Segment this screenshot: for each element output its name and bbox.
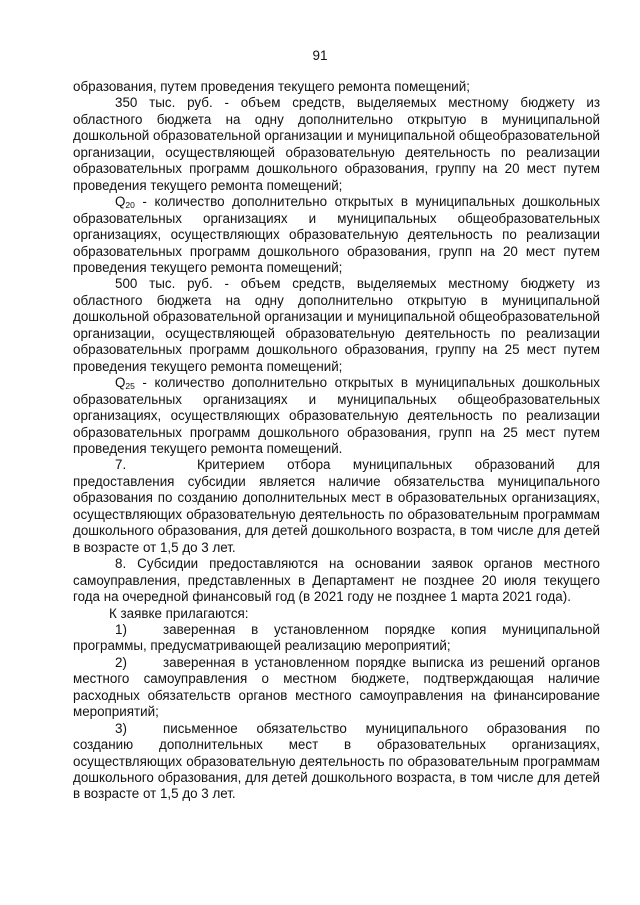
subitem-2-text: заверенная в установленном порядке выписка из решений органов местного самоуправления о местном бюджете, подтверждающая наличие расходных обязательств органов местного самоуправления на финансирование мероприятий;: [73, 654, 600, 720]
paragraph-subitem-1: [73, 622, 600, 655]
q20-definition-text: количество дополнительно открытых в муниципальных дошкольных образовательных организациях и муниципальных общеобразовательных организациях, осуществляющих образовательную деятельность по реализации образовательных программ дошкольного образования, групп на 20 мест путем проведения текущего ремонта помещений;: [73, 194, 601, 275]
q20-symbol: $Q_{20}$: [115, 194, 135, 211]
paragraph-350k-definition: 350 тыс. руб. - объем средств, выделяемых местному бюджету из областного бюджета на одну дополнительно открытую в муниципальной дошкольной образовательной организации и муниципальной общеобразовательной организации, осуществляющей образовательную деятельность по реализации образовательных программ дошкольного образования, группу на 20 мест путем проведения текущего ремонта помещений;: [73, 95, 600, 193]
q25-definition-text: количество дополнительно открытых в муниципальных дошкольных образовательных организациях и муниципальных общеобразовательных организациях, осуществляющих образовательную деятельность по реализации образовательных программ дошкольного образования, групп на 25 мест путем проведения текущего ремонта помещений.: [73, 375, 601, 456]
paragraph-item-7: [73, 457, 600, 556]
item-7-number: 7.: [115, 457, 127, 473]
paragraph-500k-definition: 500 тыс. руб. - объем средств, выделяемых местному бюджету из областного бюджета на одну дополнительно открытую в муниципальной дошкольной образовательной организации и муниципальной общеобразовательной организации, осуществляющей образовательную деятельность по реализации образовательных программ дошкольного образования, группу на 25 мест путем проведения текущего ремонта помещений;: [73, 276, 600, 374]
paragraph-subitem-3: [73, 721, 600, 803]
paragraph-q20-definition: $Q_{20}$ - количество дополнительно открытых в муниципальных дошкольных образовательных организациях и муниципальных общеобразовательных организациях, осуществляющих образовательную деятельность по реализации образовательных программ дошкольного образования, групп на 20 мест путем проведения текущего ремонта помещений;: [73, 194, 601, 275]
subitem-1-text: заверенная в установленном порядке копия муниципальной программы, предусматривающей реализацию мероприятий;: [73, 621, 600, 654]
paragraph-attachments-heading: К заявке прилагаются:: [109, 605, 249, 621]
paragraph-q25-definition: $Q_{25}$ - количество дополнительно открытых в муниципальных дошкольных образовательных организациях и муниципальных общеобразовательных организациях, осуществляющих образовательную деятельность по реализации образовательных программ дошкольного образования, групп на 25 мест путем проведения текущего ремонта помещений.: [73, 375, 601, 456]
page-number: 91: [312, 48, 328, 63]
paragraph-item-8: 8. Субсидии предоставляются на основании заявок органов местного самоуправления, представленных в Департамент не позднее 20 июля текущего года на очередной финансовый год (в 2021 году не позднее 1 марта 2021 года).: [73, 556, 600, 605]
paragraph-subitem-2: [73, 655, 600, 721]
paragraph-continuation: образования, путем проведения текущего ремонта помещений;: [73, 79, 470, 94]
document-body: [73, 79, 600, 803]
subitem-2-number: 2): [115, 654, 127, 670]
q25-symbol: $Q_{25}$: [115, 375, 135, 392]
subitem-3-number: 3): [115, 720, 127, 736]
subitem-3-text: письменное обязательство муниципального образования по созданию дополнительных мест в образовательных организациях, осуществляющих образовательную деятельность по образовательным программам дошкольного образования, для детей дошкольного возраста, в том числе для детей в возрасте от 1,5 до 3 лет.: [73, 720, 600, 802]
item-7-text: Критерием отбора муниципальных образований для предоставления субсидии является наличие обязательства муниципального образования по созданию дополнительных мест в образовательных организациях, осуществляющих образовательную деятельность по образовательным программам дошкольного образования, для детей дошкольного возраста, в том числе для детей в возрасте от 1,5 до 3 лет.: [73, 457, 600, 555]
subitem-1-number: 1): [115, 621, 127, 637]
